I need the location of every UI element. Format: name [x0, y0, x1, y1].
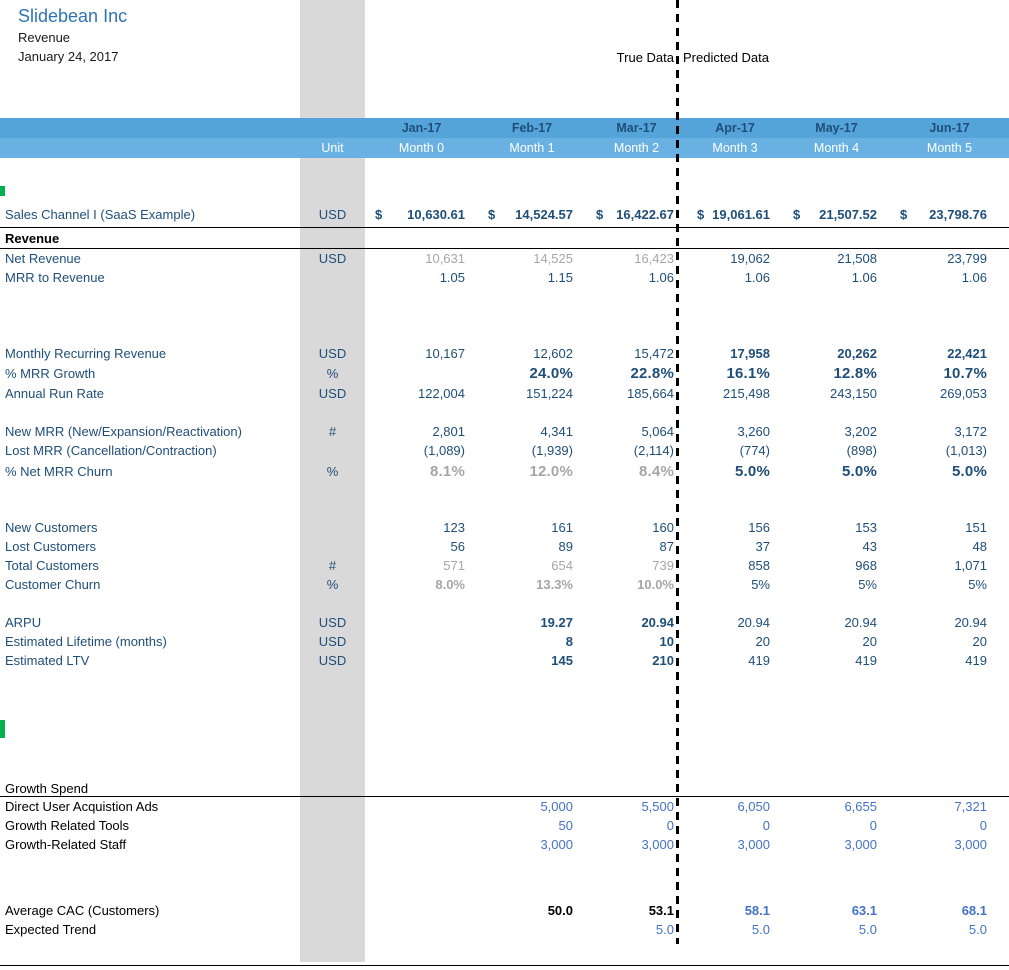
value-cell[interactable]: 12.8% [833, 365, 877, 382]
section-row [0, 228, 1009, 249]
value-cell[interactable]: 16,423 [634, 251, 674, 266]
value-cell[interactable]: 10,167 [425, 346, 465, 361]
value-cell[interactable]: 215,498 [723, 386, 770, 401]
unit-cell[interactable]: % [326, 577, 339, 592]
row-label[interactable]: Annual Run Rate [5, 386, 105, 401]
table-row [0, 901, 1009, 920]
table-row [0, 268, 1009, 287]
spacer-row [0, 482, 1009, 518]
currency-symbol: $ [375, 207, 383, 222]
row-label[interactable]: % MRR Growth [5, 366, 96, 381]
value-cell[interactable]: 3,000 [844, 837, 877, 852]
month-header-2[interactable]: Mar-17 [616, 121, 657, 135]
spacer-row [0, 594, 1009, 613]
value-cell[interactable]: 53.1 [648, 903, 674, 918]
row-label[interactable]: Growth Related Tools [5, 818, 130, 833]
value-cell[interactable]: 5.0% [735, 462, 770, 480]
currency-symbol: $ [793, 207, 801, 222]
value-cell[interactable]: 161 [551, 520, 573, 535]
table-row [0, 344, 1009, 363]
value-cell[interactable]: 3,000 [641, 837, 674, 852]
row-label[interactable]: % Net MRR Churn [5, 463, 113, 479]
value-cell[interactable]: 21,508 [837, 251, 877, 266]
value-cell[interactable]: 17,958 [730, 346, 770, 361]
value-cell[interactable]: 123 [443, 520, 465, 535]
value-cell[interactable]: 10.7% [943, 365, 987, 382]
table-row [0, 363, 1009, 384]
value-cell[interactable]: (774) [739, 443, 770, 458]
value-cell[interactable]: 20,262 [837, 346, 877, 361]
row-label[interactable]: Customer Churn [5, 577, 101, 592]
unit-cell[interactable]: USD [318, 207, 347, 222]
forecast-divider-line [676, 0, 679, 944]
value: 23,798.76 [929, 207, 987, 222]
value-cell[interactable]: 89 [558, 539, 573, 554]
value-cell[interactable]: 19.27 [540, 615, 573, 630]
sheet-body [0, 158, 1009, 966]
value-cell[interactable]: 5.0 [655, 922, 674, 937]
value-cell[interactable]: 50.0 [547, 903, 573, 918]
table-row [0, 202, 1009, 228]
green-edge-marker-top [0, 186, 5, 196]
value-cell[interactable]: 16.1% [726, 365, 770, 382]
value-cell[interactable]: 22.8% [630, 365, 674, 382]
value-cell[interactable]: 5% [968, 577, 987, 592]
unit-cell[interactable]: USD [318, 251, 347, 266]
value-cell[interactable]: 20 [972, 634, 987, 649]
value-cell[interactable]: 8.1% [430, 462, 465, 480]
value-cell[interactable]: 0 [762, 818, 770, 833]
table-row [0, 575, 1009, 594]
value-cell[interactable]: (2,114) [633, 443, 674, 458]
value-cell[interactable]: 50 [558, 818, 573, 833]
row-label[interactable]: Sales Channel I (SaaS Example) [5, 207, 196, 222]
currency-symbol: $ [900, 207, 908, 222]
unit-cell[interactable]: USD [318, 615, 347, 630]
table-row [0, 384, 1009, 403]
row-label[interactable]: New MRR (New/Expansion/Reactivation) [5, 424, 242, 439]
value-cell[interactable]: 3,000 [737, 837, 770, 852]
value-cell[interactable]: 151,224 [526, 386, 573, 401]
value-cell[interactable]: 7,321 [954, 799, 987, 814]
table-row [0, 422, 1009, 441]
value-cell[interactable]: 63.1 [851, 903, 877, 918]
table-row [0, 556, 1009, 575]
value: 10,630.61 [407, 207, 465, 222]
value-cell[interactable]: (1,013) [945, 443, 987, 458]
row-label[interactable]: Expected Trend [5, 922, 97, 937]
value: 19,061.61 [712, 207, 770, 222]
value-cell[interactable]: 8.0% [435, 577, 465, 592]
value-cell[interactable]: 156 [748, 520, 770, 535]
currency-symbol: $ [697, 207, 705, 222]
value-cell[interactable]: 5% [751, 577, 770, 592]
value-cell[interactable]: 5% [858, 577, 877, 592]
value-cell[interactable]: 3,172 [954, 424, 987, 439]
value-cell[interactable]: 15,472 [634, 346, 674, 361]
table-row [0, 835, 1009, 854]
value-cell[interactable]: 5,000 [540, 799, 573, 814]
unit-cell[interactable]: # [328, 558, 337, 573]
value-cell[interactable]: 0 [979, 818, 987, 833]
value: 16,422.67 [616, 207, 674, 222]
value-cell[interactable]: (898) [846, 443, 877, 458]
value-cell[interactable] [890, 207, 1009, 222]
value-cell[interactable]: 4,341 [540, 424, 573, 439]
report-date: January 24, 2017 [18, 49, 119, 64]
unit-cell[interactable]: USD [318, 653, 347, 668]
value-cell[interactable]: 6,655 [844, 799, 877, 814]
value-cell[interactable]: 23,799 [947, 251, 987, 266]
row-label[interactable]: ARPU [5, 615, 42, 630]
value-cell[interactable]: 43 [862, 539, 877, 554]
value-cell[interactable]: 151 [965, 520, 987, 535]
month-index-row [0, 138, 1009, 158]
row-label[interactable]: Growth-Related Staff [5, 837, 127, 852]
table-row [0, 613, 1009, 632]
month-index-3[interactable]: Month 3 [712, 141, 758, 155]
value-cell[interactable] [365, 207, 478, 222]
month-index-0[interactable]: Month 0 [398, 141, 445, 155]
value-cell[interactable]: 6,050 [737, 799, 770, 814]
value-cell[interactable]: 0 [869, 818, 877, 833]
value-cell[interactable]: 5.0% [952, 462, 987, 480]
row-label[interactable]: Growth Spend [5, 780, 89, 796]
value-cell[interactable]: 68.1 [961, 903, 987, 918]
row-label[interactable]: Monthly Recurring Revenue [5, 346, 167, 361]
value-cell[interactable] [783, 207, 890, 222]
row-label[interactable]: Average CAC (Customers) [5, 903, 160, 918]
table-row [0, 920, 1009, 939]
value-cell[interactable]: 20 [862, 634, 877, 649]
month-header-1[interactable]: Feb-17 [511, 121, 553, 135]
value-cell[interactable]: 24.0% [529, 365, 573, 382]
true-data-label: True Data [616, 50, 674, 65]
table-row [0, 816, 1009, 835]
row-label[interactable]: New Customers [5, 520, 98, 535]
unit-cell[interactable]: USD [318, 346, 347, 361]
table-row [0, 249, 1009, 268]
unit-cell[interactable]: # [328, 424, 337, 439]
value-cell[interactable]: 5.0 [751, 922, 770, 937]
month-header-0[interactable]: Jan-17 [401, 121, 442, 135]
currency-symbol: $ [488, 207, 496, 222]
value-cell[interactable]: 419 [965, 653, 987, 668]
value-cell[interactable]: 185,664 [627, 386, 674, 401]
value-cell[interactable]: (1,939) [531, 443, 573, 458]
currency-symbol: $ [596, 207, 604, 222]
table-row [0, 632, 1009, 651]
month-header-row [0, 118, 1009, 139]
spacer-row [0, 287, 1009, 344]
value-cell[interactable]: 1.05 [439, 270, 465, 285]
value-cell[interactable]: 243,150 [830, 386, 877, 401]
row-label[interactable]: Revenue [5, 230, 60, 246]
value-cell[interactable]: 0 [666, 818, 674, 833]
table-row [0, 651, 1009, 670]
sheet-title: Revenue [18, 30, 71, 45]
spacer-row [0, 158, 1009, 202]
row-label[interactable]: Estimated LTV [5, 653, 90, 668]
value-cell[interactable]: 8.4% [639, 462, 674, 480]
value-cell[interactable]: 571 [443, 558, 465, 573]
spacer-row [0, 403, 1009, 422]
value-cell[interactable] [687, 207, 783, 222]
value-cell[interactable]: 3,260 [737, 424, 770, 439]
value-cell[interactable]: 160 [652, 520, 674, 535]
table-row [0, 460, 1009, 482]
value-cell[interactable]: 10,631 [425, 251, 465, 266]
value-cell[interactable]: (1,089) [423, 443, 465, 458]
value-cell[interactable]: 12.0% [529, 462, 573, 480]
value-cell[interactable]: 858 [748, 558, 770, 573]
value-cell[interactable]: 5,064 [641, 424, 674, 439]
month-header-4[interactable]: May-17 [815, 121, 858, 135]
value-cell[interactable] [478, 207, 586, 222]
value-cell[interactable]: 1,071 [954, 558, 987, 573]
unit-cell[interactable]: % [326, 366, 339, 381]
value-cell[interactable]: 1.06 [851, 270, 877, 285]
unit-cell[interactable]: USD [318, 386, 347, 401]
month-index-4[interactable]: Month 4 [813, 141, 860, 155]
value-cell[interactable]: 10.0% [637, 577, 674, 592]
value-cell[interactable]: 5.0 [968, 922, 987, 937]
value-cell[interactable]: 3,202 [844, 424, 877, 439]
value-cell[interactable]: 20 [755, 634, 770, 649]
value-cell[interactable]: 48 [972, 539, 987, 554]
spacer-row [0, 854, 1009, 901]
value-cell[interactable]: 3,000 [540, 837, 573, 852]
value-cell[interactable]: 739 [652, 558, 674, 573]
value-cell[interactable]: 20.94 [844, 615, 877, 630]
value-cell[interactable]: 1.06 [744, 270, 770, 285]
value-cell[interactable]: 5,500 [641, 799, 674, 814]
value-cell[interactable]: 419 [748, 653, 770, 668]
table-row [0, 518, 1009, 537]
green-edge-marker-bottom [0, 720, 5, 738]
row-label[interactable]: Total Customers [5, 558, 99, 573]
value-cell[interactable]: 58.1 [744, 903, 770, 918]
month-index-5[interactable]: Month 5 [926, 141, 973, 155]
value-cell[interactable]: 8 [565, 634, 573, 649]
unit-header[interactable]: Unit [321, 141, 344, 155]
value-cell[interactable]: 5.0 [858, 922, 877, 937]
spacer-row [0, 939, 1009, 966]
value-cell[interactable]: 22,421 [947, 346, 987, 361]
value-cell[interactable]: 19,062 [730, 251, 770, 266]
value-cell[interactable]: 122,004 [418, 386, 465, 401]
month-header-3[interactable]: Apr-17 [715, 121, 755, 135]
unit-cell[interactable]: % [326, 463, 339, 479]
value-cell[interactable]: 145 [551, 653, 573, 668]
value-cell[interactable]: 5.0% [842, 462, 877, 480]
value-cell[interactable]: 1.15 [547, 270, 573, 285]
value-cell[interactable]: 14,525 [533, 251, 573, 266]
row-label[interactable]: Lost Customers [5, 539, 97, 554]
company-name: Slidebean Inc [18, 6, 128, 26]
month-index-2[interactable]: Month 2 [613, 141, 660, 155]
value-cell[interactable]: 654 [551, 558, 573, 573]
value-cell[interactable]: 269,053 [940, 386, 987, 401]
value-cell[interactable]: 10 [659, 634, 674, 649]
value-cell[interactable]: 20.94 [737, 615, 770, 630]
row-label[interactable]: Net Revenue [5, 251, 81, 266]
value-cell[interactable]: 12,602 [533, 346, 573, 361]
row-label[interactable]: Estimated Lifetime (months) [5, 634, 167, 649]
unit-cell[interactable]: USD [318, 634, 347, 649]
value: 14,524.57 [515, 207, 573, 222]
value-cell[interactable]: 968 [855, 558, 877, 573]
value-cell[interactable]: 20.94 [641, 615, 674, 630]
table-row [0, 797, 1009, 816]
value-cell[interactable]: 419 [855, 653, 877, 668]
value-cell[interactable] [586, 207, 687, 222]
value-cell[interactable]: 2,801 [432, 424, 465, 439]
value-cell[interactable]: 210 [652, 653, 674, 668]
value-cell[interactable]: 3,000 [954, 837, 987, 852]
value-cell[interactable]: 13.3% [536, 577, 573, 592]
section-row [0, 780, 1009, 797]
value-cell[interactable]: 37 [755, 539, 770, 554]
value-cell[interactable]: 1.06 [648, 270, 674, 285]
value-cell[interactable]: 153 [855, 520, 877, 535]
value: 21,507.52 [819, 207, 877, 222]
spacer-row [0, 670, 1009, 780]
row-label[interactable]: MRR to Revenue [5, 270, 105, 285]
month-header-5[interactable]: Jun-17 [929, 121, 970, 135]
value-cell[interactable]: 1.06 [961, 270, 987, 285]
predicted-data-label: Predicted Data [683, 50, 769, 65]
table-row [0, 441, 1009, 460]
value-cell[interactable]: 87 [659, 539, 674, 554]
value-cell[interactable]: 20.94 [954, 615, 987, 630]
table-row [0, 537, 1009, 556]
row-label[interactable]: Lost MRR (Cancellation/Contraction) [5, 443, 217, 458]
value-cell[interactable]: 56 [450, 539, 465, 554]
month-index-1[interactable]: Month 1 [509, 141, 555, 155]
row-label[interactable]: Direct User Acquistion Ads [5, 799, 159, 814]
